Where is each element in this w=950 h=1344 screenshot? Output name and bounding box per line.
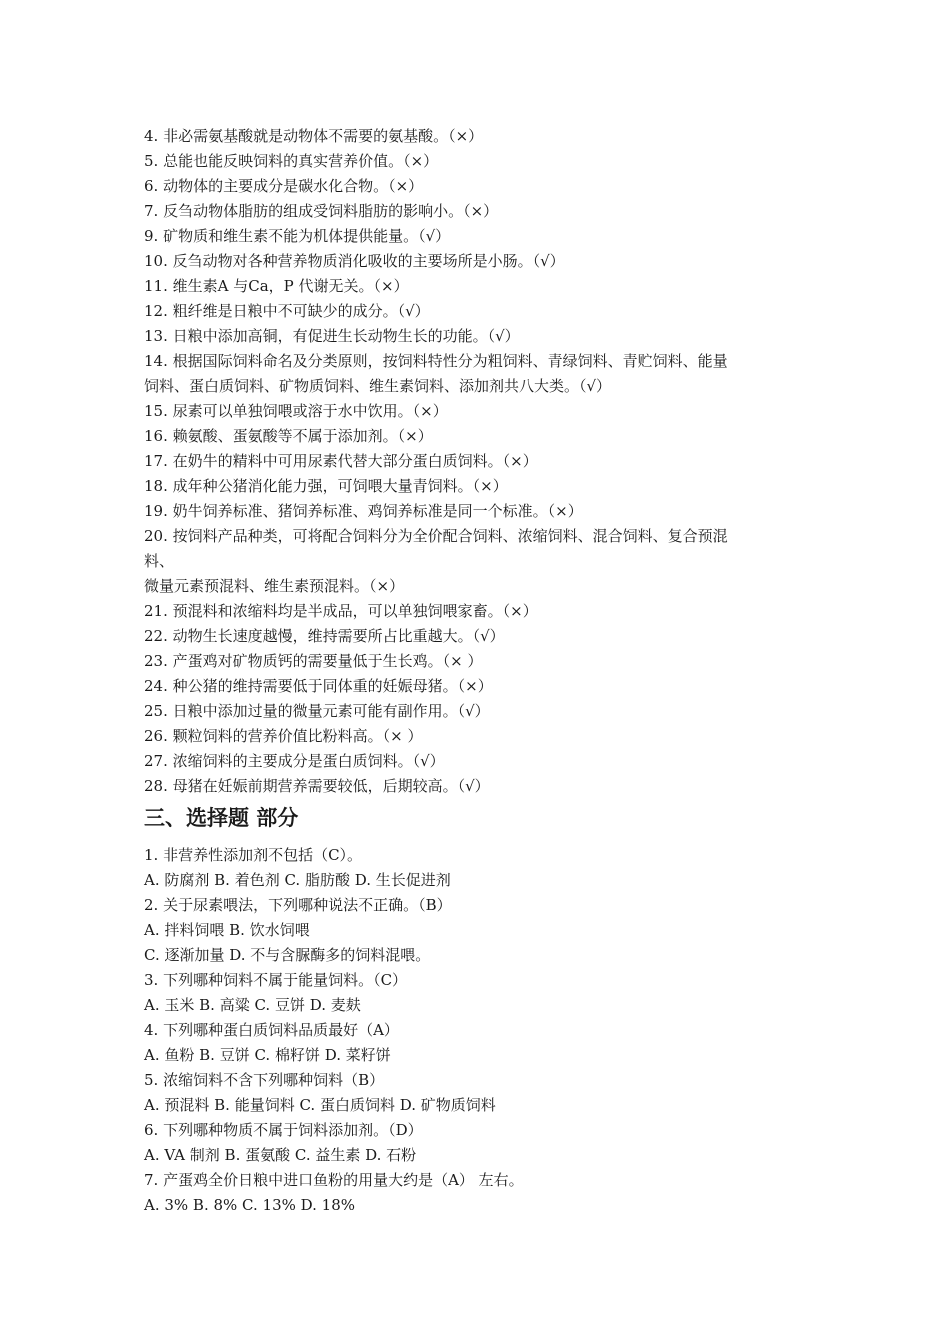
choice-item-line: A. 防腐剂 B. 着色剂 C. 脂肪酸 D. 生长促进剂 (144, 871, 451, 889)
judgement-item-line: 10. 反刍动物对各种营养物质消化吸收的主要场所是小肠。（√） (144, 252, 565, 270)
choice-item-line: 2. 关于尿素喂法，下列哪种说法不正确。（B） (144, 896, 452, 914)
judgement-item-line: 7. 反刍动物体脂肪的组成受饲料脂肪的影响小。（×） (144, 202, 499, 220)
choice-item-line: A. 拌料饲喂 B. 饮水饲喂 (144, 921, 310, 939)
judgement-item-line: 料、 (144, 552, 175, 570)
judgement-item-line: 22. 动物生长速度越慢，维持需要所占比重越大。（√） (144, 627, 505, 645)
choice-item-line: A. 玉米 B. 高粱 C. 豆饼 D. 麦麸 (144, 996, 361, 1014)
choice-item-line: C. 逐渐加量 D. 不与含脲酶多的饲料混喂。 (144, 946, 431, 964)
judgement-item-line: 6. 动物体的主要成分是碳水化合物。（×） (144, 177, 424, 195)
choice-item-line: 1. 非营养性添加剂不包括（C）。 (144, 846, 363, 864)
judgement-item-line: 28. 母猪在妊娠前期营养需要较低，后期较高。（√） (144, 777, 490, 795)
judgement-item-line: 25. 日粮中添加过量的微量元素可能有副作用。（√） (144, 702, 490, 720)
judgement-section (144, 124, 808, 799)
judgement-item-line: 4. 非必需氨基酸就是动物体不需要的氨基酸。（×） (144, 127, 484, 145)
judgement-item-line: 17. 在奶牛的精料中可用尿素代替大部分蛋白质饲料。（×） (144, 452, 538, 470)
judgement-item-line: 饲料、蛋白质饲料、矿物质饲料、维生素饲料、添加剂共八大类。（√） (144, 377, 612, 395)
judgement-item-line: 15. 尿素可以单独饲喂或溶于水中饮用。（×） (144, 402, 448, 420)
judgement-item-line: 16. 赖氨酸、蛋氨酸等不属于添加剂。（×） (144, 427, 433, 445)
judgement-item-line: 12. 粗纤维是日粮中不可缺少的成分。（√） (144, 302, 430, 320)
judgement-item-line: 23. 产蛋鸡对矿物质钙的需要量低于生长鸡。（× ） (144, 652, 483, 670)
choice-item-line: 5. 浓缩饲料不含下列哪种饲料（B） (144, 1071, 385, 1089)
document-page (144, 124, 808, 1218)
judgement-item-line: 微量元素预混料、维生素预混料。（×） (144, 577, 405, 595)
choice-item-line: 3. 下列哪种饲料不属于能量饲料。（C） (144, 971, 408, 989)
choice-section (144, 843, 808, 1218)
choice-item-line: 6. 下列哪种物质不属于饲料添加剂。（D） (144, 1121, 423, 1139)
judgement-item-line: 18. 成年种公猪消化能力强，可饲喂大量青饲料。（×） (144, 477, 508, 495)
choice-item-line: 4. 下列哪种蛋白质饲料品质最好（A） (144, 1021, 399, 1039)
judgement-item-line: 14. 根据国际饲料命名及分类原则，按饲料特性分为粗饲料、青绿饲料、青贮饲料、能量 (144, 352, 728, 370)
choice-item-line: A. 鱼粉 B. 豆饼 C. 棉籽饼 D. 菜籽饼 (144, 1046, 391, 1064)
judgement-item-line: 11. 维生素A 与Ca，P 代谢无关。（×） (144, 277, 409, 295)
choice-item-line: A. 3% B. 8% C. 13% D. 18% (144, 1196, 356, 1214)
judgement-item-line: 24. 种公猪的维持需要低于同体重的妊娠母猪。（×） (144, 677, 493, 695)
choice-item-line: 7. 产蛋鸡全价日粮中进口鱼粉的用量大约是（A） 左右。 (144, 1171, 524, 1189)
judgement-item-line: 5. 总能也能反映饲料的真实营养价值。（×） (144, 152, 439, 170)
choice-item-line: A. VA 制剂 B. 蛋氨酸 C. 益生素 D. 石粉 (144, 1146, 417, 1164)
judgement-item-line: 27. 浓缩饲料的主要成分是蛋白质饲料。（√） (144, 752, 445, 770)
judgement-item-line: 13. 日粮中添加高铜，有促进生长动物生长的功能。（√） (144, 327, 520, 345)
judgement-item-line: 21. 预混料和浓缩料均是半成品，可以单独饲喂家畜。（×） (144, 602, 538, 620)
judgement-item-line: 9. 矿物质和维生素不能为机体提供能量。（√） (144, 227, 451, 245)
judgement-item-line: 19. 奶牛饲养标准、猪饲养标准、鸡饲养标准是同一个标准。（×） (144, 502, 583, 520)
judgement-item-line: 26. 颗粒饲料的营养价值比粉料高。（× ） (144, 727, 423, 745)
choice-item-line: A. 预混料 B. 能量饲料 C. 蛋白质饲料 D. 矿物质饲料 (144, 1096, 496, 1114)
section-heading: 三、选择题 部分 (144, 805, 299, 830)
judgement-item-line: 20. 按饲料产品种类，可将配合饲料分为全价配合饲料、浓缩饲料、混合饲料、复合预混 (144, 527, 728, 545)
